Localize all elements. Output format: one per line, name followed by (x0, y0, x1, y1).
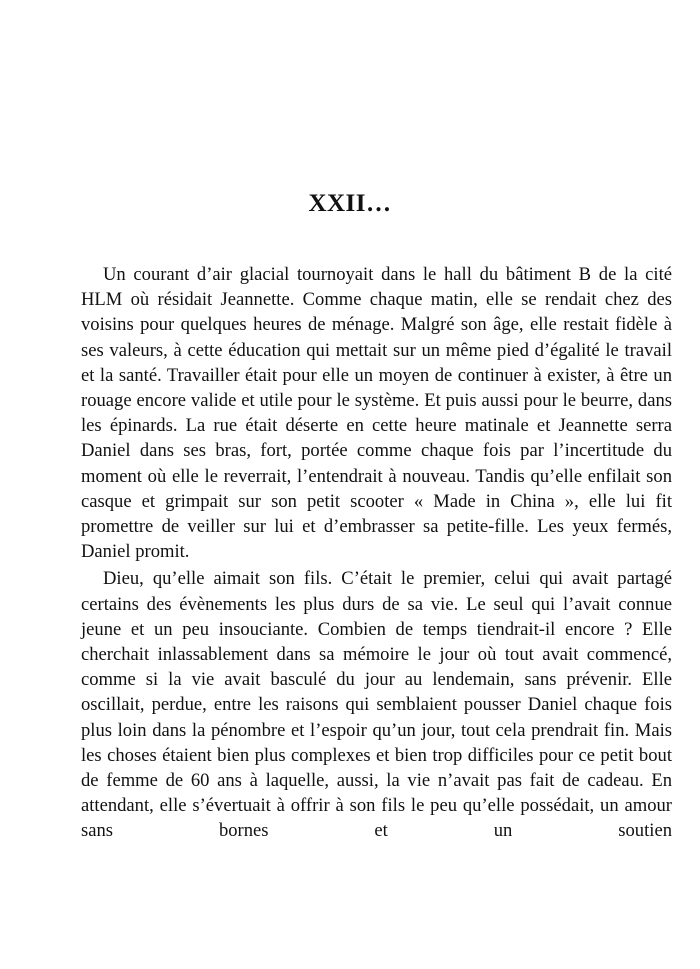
paragraph: Un courant d’air glacial tournoyait dans le hall du bâtiment B de la cité HLM où résidait Jeannette. Comme chaque matin, elle se rendait chez des voisins pour quelques heures de ménage. Malgré son âge, elle restait fidèle à ses valeurs, à cette éducation qui mettait sur un même pied d’égalité le travail et la santé. Travailler était pour elle un moyen de continuer à exister, à être un rouage encore valide et utile pour le système. Et puis aussi pour le beurre, dans les épinards. La rue était déserte en cette heure matinale et Jeannette serra Daniel dans ses bras, fort, portée comme chaque fois par l’incertitude du moment où elle le reverrait, l’entendrait à nouveau. Tandis qu’elle enfilait son casque et grimpait sur son petit scooter « Made in China », elle lui fit promettre de veiller sur lui et d’embrasser sa petite-fille. Les yeux fermés, Daniel promit. (81, 264, 672, 563)
chapter-body (81, 262, 672, 844)
chapter-title: XXII… (308, 190, 392, 217)
paragraph: Dieu, qu’elle aimait son fils. C’était le premier, celui qui avait partagé certains des évènements les plus durs de sa vie. Le seul qui l’avait connue jeune et un peu insouciante. Combien de temps tiendrait-il encore ? Elle cherchait inlassablement dans sa mémoire le jour où tout avait commencé, comme si la vie avait basculé du jour au lendemain, sans prévenir. Elle oscillait, perdue, entre les raisons qui semblaient pousser Daniel chaque fois plus loin dans la pénombre et l’espoir qu’un jour, tout cela prendrait fin. Mais les choses étaient bien plus complexes et bien trop difficiles pour ce petit bout de femme de 60 ans à laquelle, aussi, la vie n’avait pas fait de cadeau. En attendant, elle s’évertuait à offrir à son fils le peu qu’elle possédait, un amour sans bornes et un soutien (81, 568, 672, 842)
